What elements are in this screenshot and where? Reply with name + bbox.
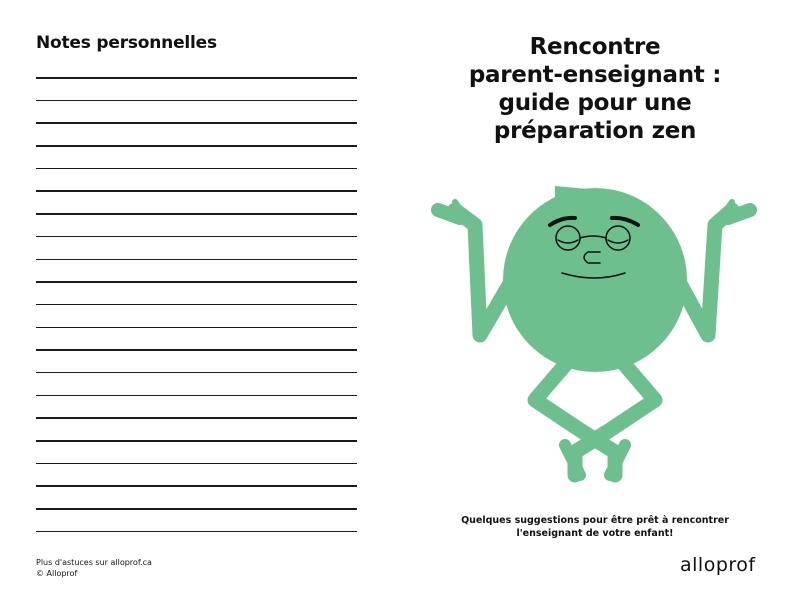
- mascot-illustration: [420, 180, 770, 490]
- note-line: [36, 508, 357, 510]
- note-line: [36, 281, 357, 283]
- footer-website-text: Plus d'astuces sur alloprof.ca: [36, 558, 152, 567]
- notes-lines: [36, 77, 357, 553]
- note-line: [36, 77, 357, 79]
- note-line: [36, 531, 357, 533]
- note-line: [36, 168, 357, 170]
- note-line: [36, 213, 357, 215]
- note-line: [36, 395, 357, 397]
- zen-character-icon: [420, 180, 770, 490]
- note-line: [36, 190, 357, 192]
- note-line: [36, 417, 357, 419]
- alloprof-logo: alloprof: [680, 554, 756, 576]
- notes-title: Notes personnelles: [36, 33, 217, 53]
- note-line: [36, 349, 357, 351]
- title-line: parent-enseignant :: [468, 62, 722, 88]
- note-line: [36, 327, 357, 329]
- title-line: guide pour une: [498, 90, 692, 116]
- page-title: [420, 33, 770, 145]
- note-line: [36, 304, 357, 306]
- footer-copyright: © Alloprof: [36, 569, 78, 578]
- note-line: [36, 259, 357, 261]
- note-line: [36, 463, 357, 465]
- footer-left: [36, 557, 152, 579]
- tagline-line: Quelques suggestions pour être prêt à rencontrer: [461, 515, 729, 526]
- note-line: [36, 145, 357, 147]
- note-line: [36, 485, 357, 487]
- note-line: [36, 440, 357, 442]
- note-line: [36, 236, 357, 238]
- note-line: [36, 122, 357, 124]
- title-line: Rencontre: [529, 34, 661, 60]
- tagline: [440, 514, 750, 540]
- note-line: [36, 100, 357, 102]
- title-line: préparation zen: [493, 118, 697, 144]
- note-line: [36, 372, 357, 374]
- tagline-line: l'enseignant de votre enfant!: [516, 528, 674, 539]
